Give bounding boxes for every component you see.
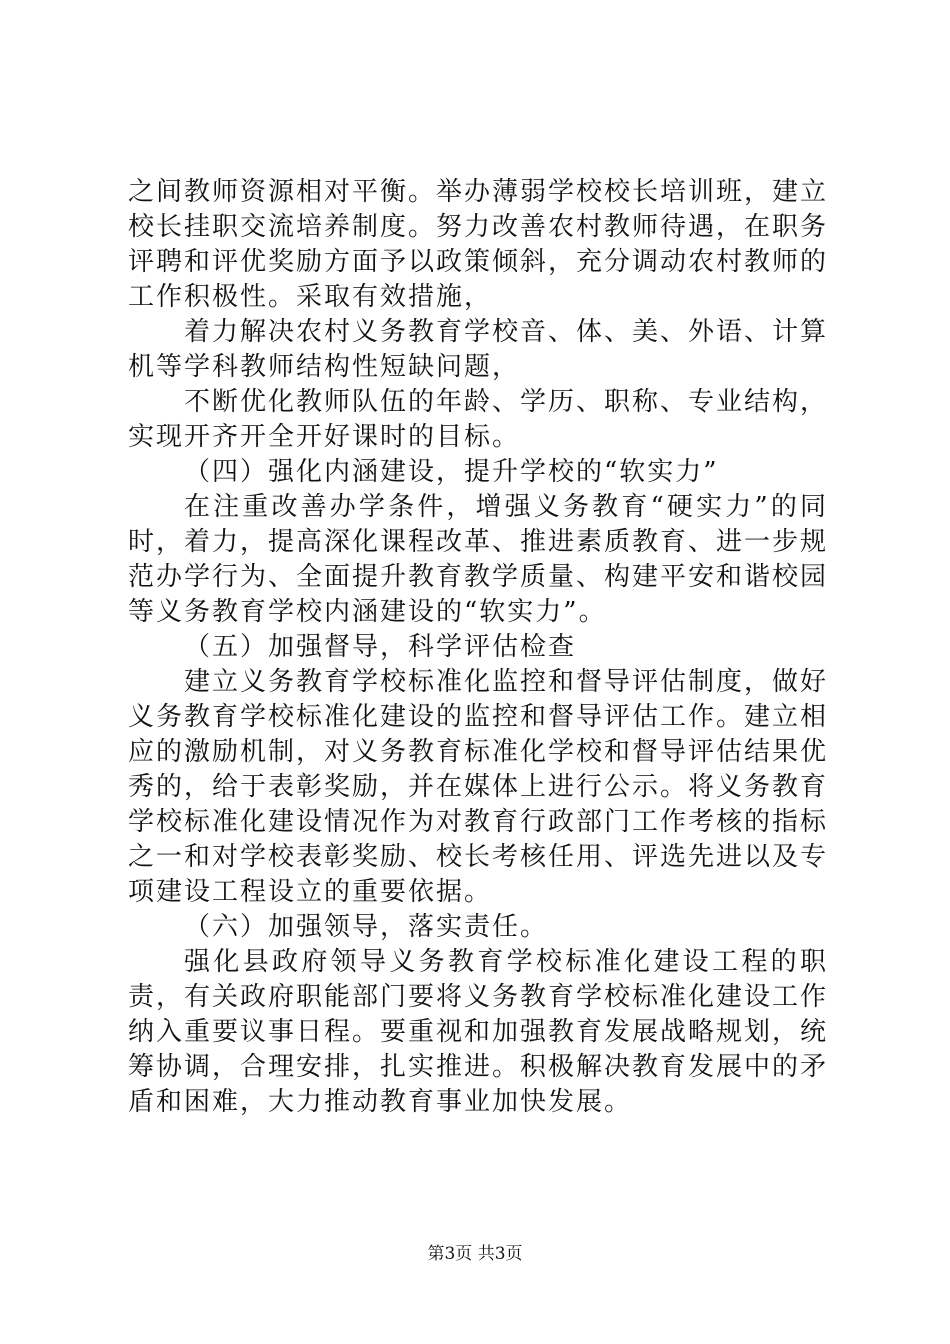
section-heading-5: （五）加强督导，科学评估检查 — [184, 632, 577, 662]
paragraph-continuation: 之间教师资源相对平衡。举办薄弱学校校长培训班，建立校长挂职交流培养制度。努力改善农村教师待遇，在职务评聘和评优奖励方面予以政策倾斜，充分调动农村教师的工作积极性。采取有效措施， — [128, 177, 829, 312]
paragraph: 着力解决农村义务教育学校音、体、美、外语、计算机等学科教师结构性短缺问题， — [128, 317, 829, 382]
paragraph: 不断优化教师队伍的年龄、学历、职称、专业结构，实现开齐开全开好课时的目标。 — [128, 387, 829, 452]
section-heading-4: （四）强化内涵建设，提升学校的“软实力” — [184, 457, 719, 487]
paragraph: 强化县政府领导义务教育学校标准化建设工程的职责，有关政府职能部门要将义务教育学校标准化建设工作纳入重要议事日程。要重视和加强教育发展战略规划，统筹协调，合理安排，扎实推进。积极解决教育发展中的矛盾和困难，大力推动教育事业加快发展。 — [128, 947, 829, 1117]
paragraph: 在注重改善办学条件，增强义务教育“硬实力”的同时，着力，提高深化课程改革、推进素质教育、进一步规范办学行为、全面提升教育教学质量、构建平安和谐校园等义务教育学校内涵建设的“软实力”。 — [128, 492, 829, 627]
document-body — [128, 175, 828, 1120]
page-number-footer: 第3页 共3页 — [427, 1244, 523, 1264]
paragraph: 建立义务教育学校标准化监控和督导评估制度，做好义务教育学校标准化建设的监控和督导评估工作。建立相应的激励机制，对义务教育标准化学校和督导评估结果优秀的，给于表彰奖励，并在媒体上进行公示。将义务教育学校标准化建设情况作为对教育行政部门工作考核的指标之一和对学校表彰奖励、校长考核任用、评选先进以及专项建设工程设立的重要依据。 — [128, 667, 829, 907]
section-heading-6: （六）加强领导，落实责任。 — [184, 912, 549, 942]
